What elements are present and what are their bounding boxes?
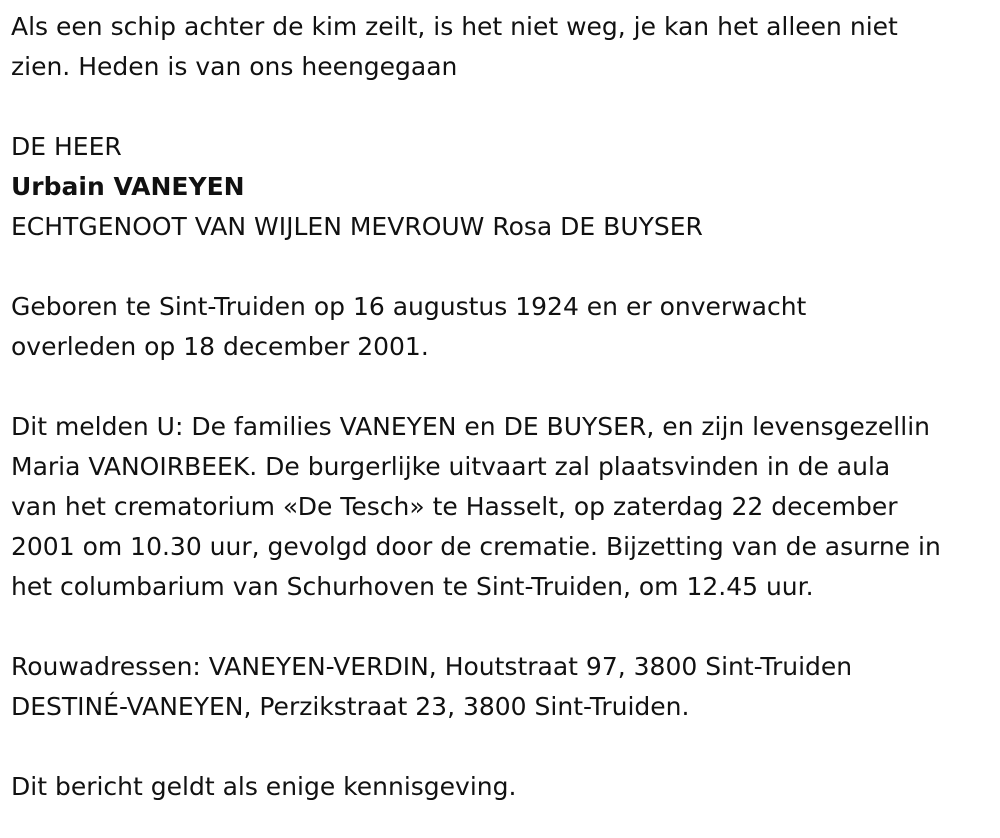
announcement-line-1: Dit melden U: De families VANEYEN en DE BUYSER, en zijn levensgezellin <box>11 412 930 441</box>
address-line-2: DESTINÉ-VANEYEN, Perzikstraat 23, 3800 Sint-Truiden. <box>11 692 690 721</box>
spacer <box>11 247 996 287</box>
closing-line: Dit bericht geldt als enige kennisgeving. <box>11 772 517 801</box>
honorific-title: DE HEER <box>11 132 122 161</box>
birth-line-2: overleden op 18 december 2001. <box>11 332 429 361</box>
announcement-line-2: Maria VANOIRBEEK. De burgerlijke uitvaart zal plaatsvinden in de aula <box>11 452 891 481</box>
intro-line-1: Als een schip achter de kim zeilt, is het niet weg, je kan het alleen niet <box>11 12 898 41</box>
announcement-line-3: van het crematorium «De Tesch» te Hasselt, op zaterdag 22 december <box>11 492 898 521</box>
deceased-name: Urbain VANEYEN <box>11 172 245 201</box>
announcement-line-4: 2001 om 10.30 uur, gevolgd door de crematie. Bijzetting van de asurne in <box>11 532 941 561</box>
birth-line-1: Geboren te Sint-Truiden op 16 augustus 1924 en er onverwacht <box>11 292 807 321</box>
address-line-1: Rouwadressen: VANEYEN-VERDIN, Houtstraat 97, 3800 Sint-Truiden <box>11 652 853 681</box>
spacer <box>11 607 996 647</box>
spacer <box>11 87 996 127</box>
spouse-line: ECHTGENOOT VAN WIJLEN MEVROUW Rosa DE BUYSER <box>11 212 703 241</box>
intro-line-2: zien. Heden is van ons heengegaan <box>11 52 458 81</box>
spacer <box>11 727 996 767</box>
spacer <box>11 367 996 407</box>
announcement-line-5: het columbarium van Schurhoven te Sint-Truiden, om 12.45 uur. <box>11 572 814 601</box>
